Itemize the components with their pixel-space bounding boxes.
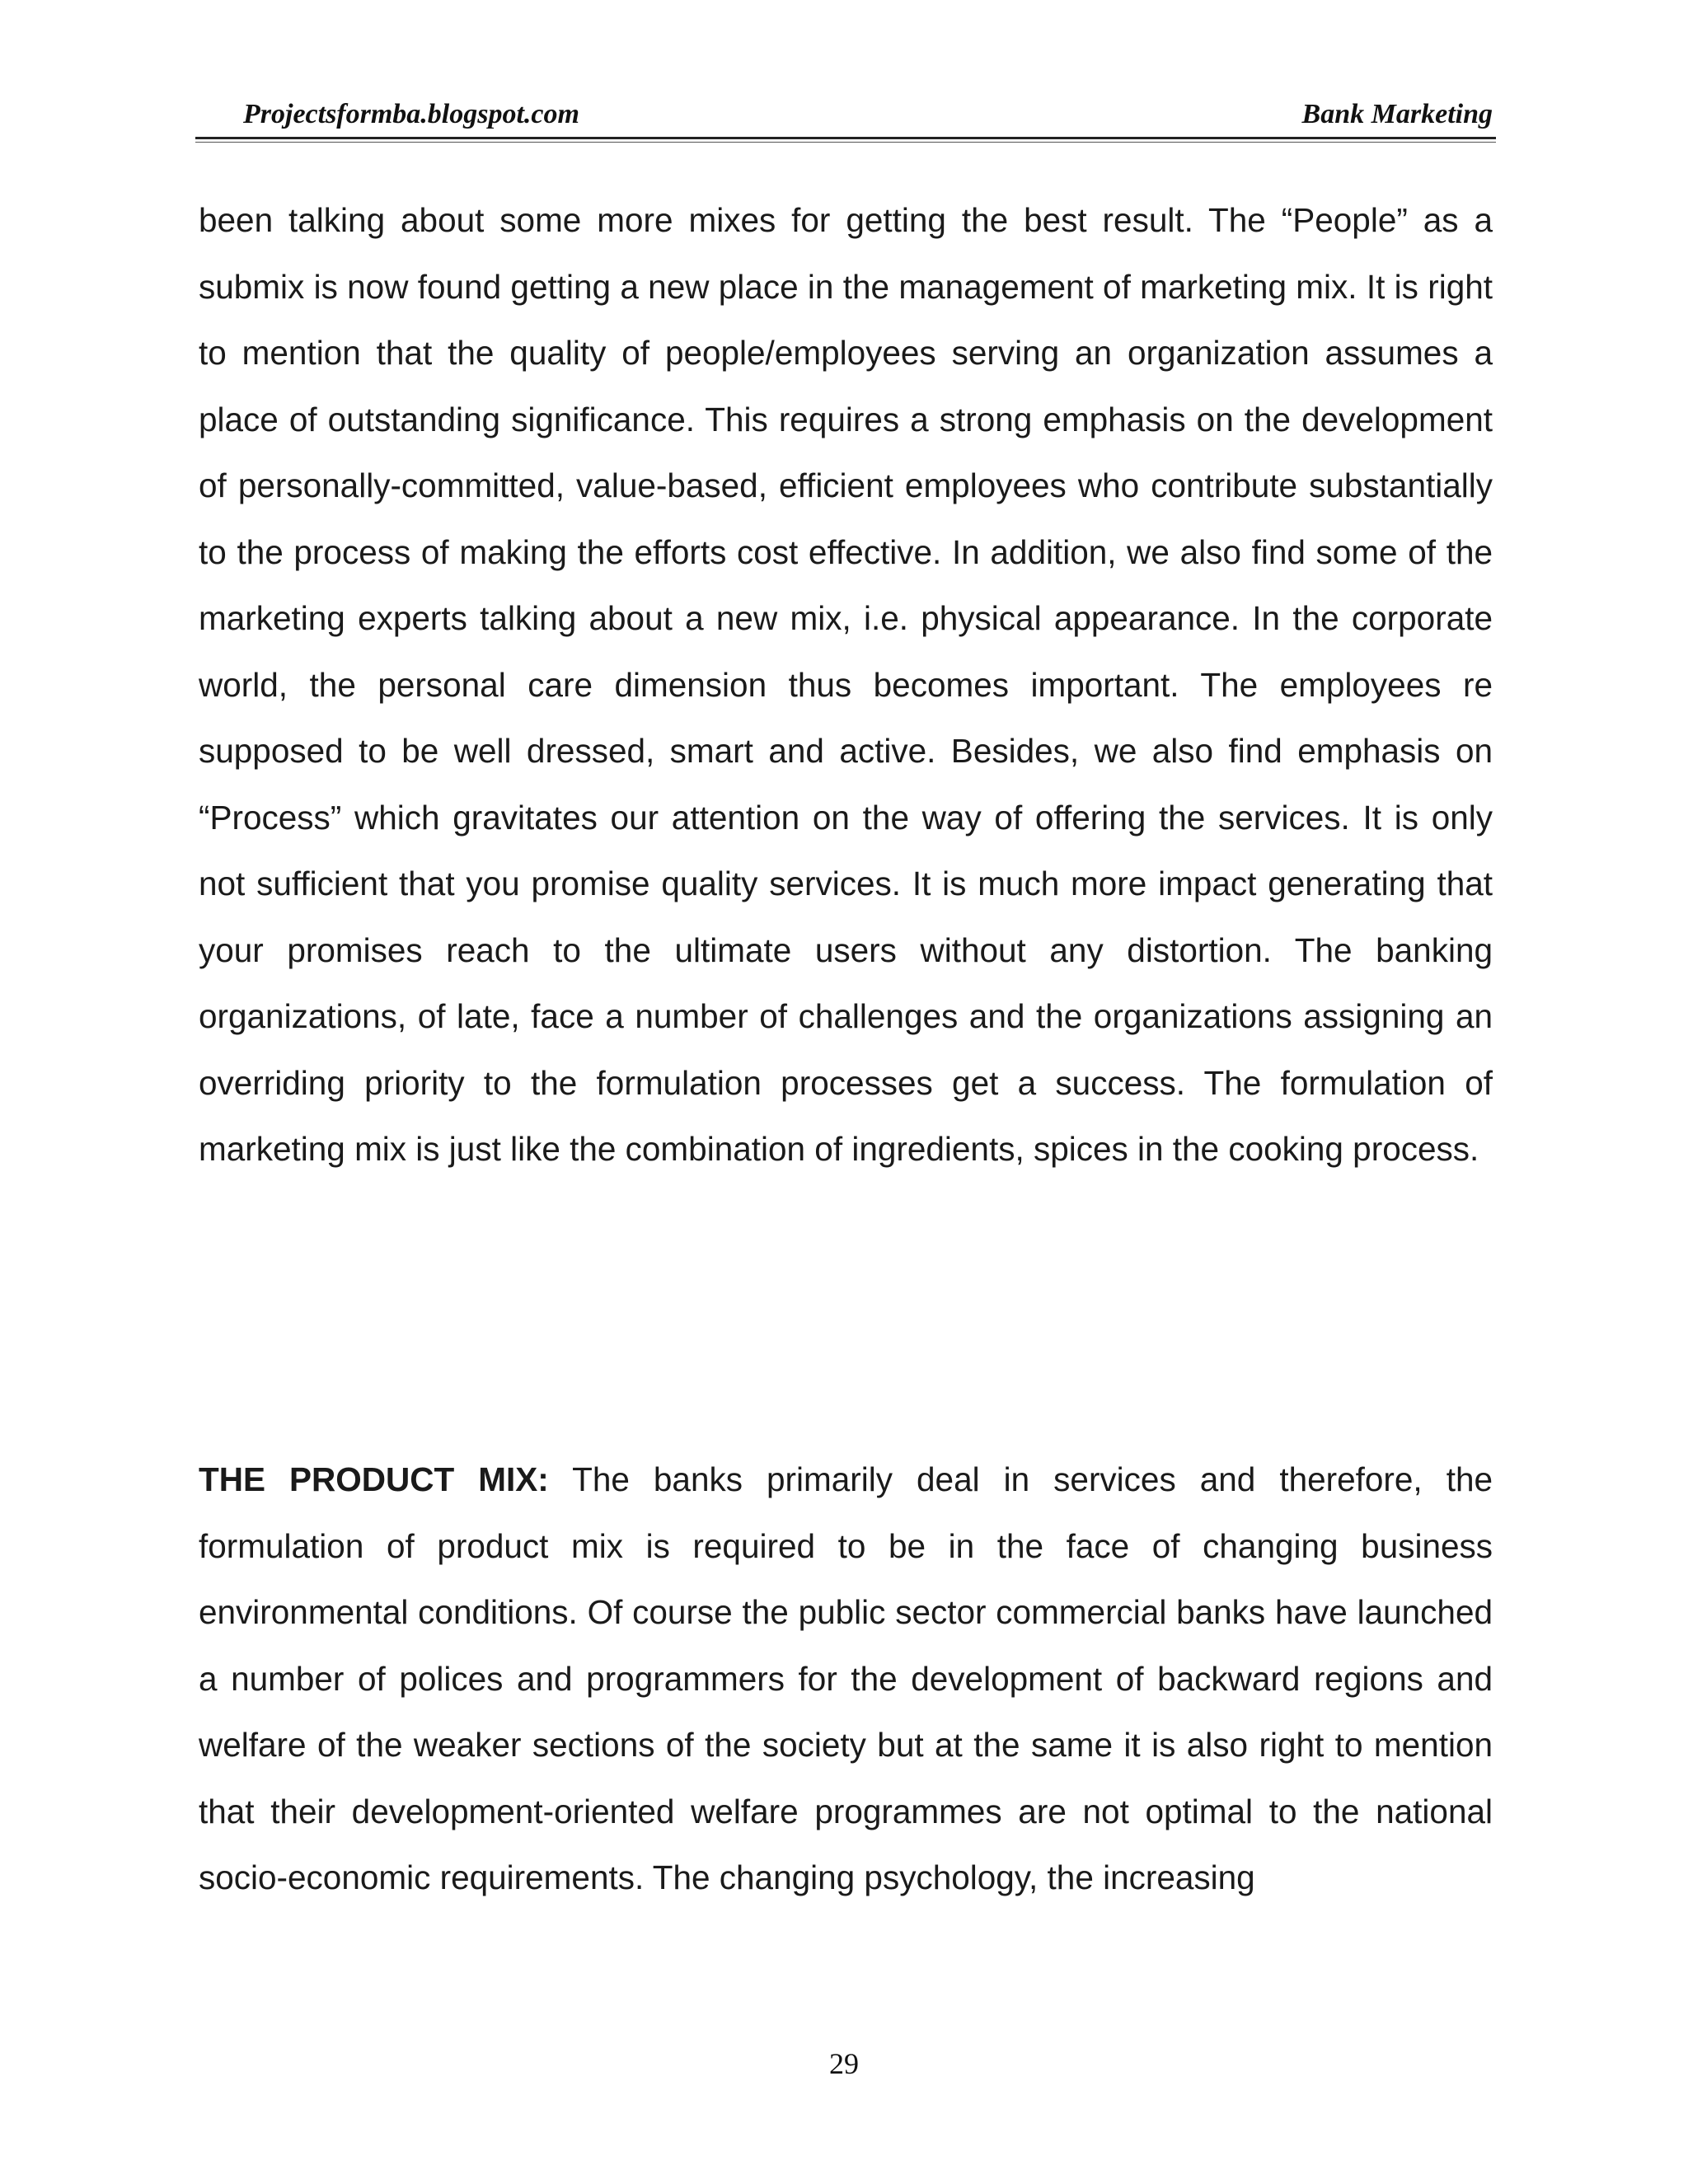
header-rule-thin: [195, 142, 1496, 143]
paragraph-marketing-mix: been talking about some more mixes for getting the best result. The “People” as a submix is now found getting a new place in the management of marketing mix. It is right to mention that the quality of people/employees serving an organization assumes a place of outstanding significance. This requires a strong emphasis on the development of personally-committed, value-based, efficient employees who contribute substantially to the process of making the efforts cost effective. In addition, we also find some of the marketing experts talking about a new mix, i.e. physical appearance. In the corporate world, the personal care dimension thus becomes important. The employees re supposed to be well dressed, smart and active. Besides, we also find emphasis on “Process” which gravitates our attention on the way of offering the services. It is only not sufficient that you promise quality services. It is much more impact generating that your promises reach to the ultimate users without any distortion. The banking organizations, of late, face a number of challenges and the organizations assigning an overriding priority to the formulation processes get a success. The formulation of marketing mix is just like the combination of ingredients, spices in the cooking process.: [199, 201, 1493, 1168]
page-header: [195, 99, 1496, 137]
paragraph-product-mix: [199, 1446, 1493, 1911]
section-heading-product-mix: THE PRODUCT MIX:: [199, 1460, 549, 1498]
header-rule-thick: [195, 137, 1496, 139]
page-number: 29: [829, 2047, 859, 2080]
header-document-title: Bank Marketing: [1301, 99, 1493, 129]
header-site-name: Projectsformba.blogspot.com: [243, 99, 579, 129]
paragraph-product-mix-text: The banks primarily deal in services and therefore, the formulation of product mix is required to be in the face of changing business environmental conditions. Of course the public sector commercial banks have launched a number of polices and programmers for the development of backward regions and welfare of the weaker sections of the society but at the same it is also right to mention that their development-oriented welfare programmes are not optimal to the national socio-economic requirements. The changing psychology, the increasing: [199, 1460, 1493, 1896]
